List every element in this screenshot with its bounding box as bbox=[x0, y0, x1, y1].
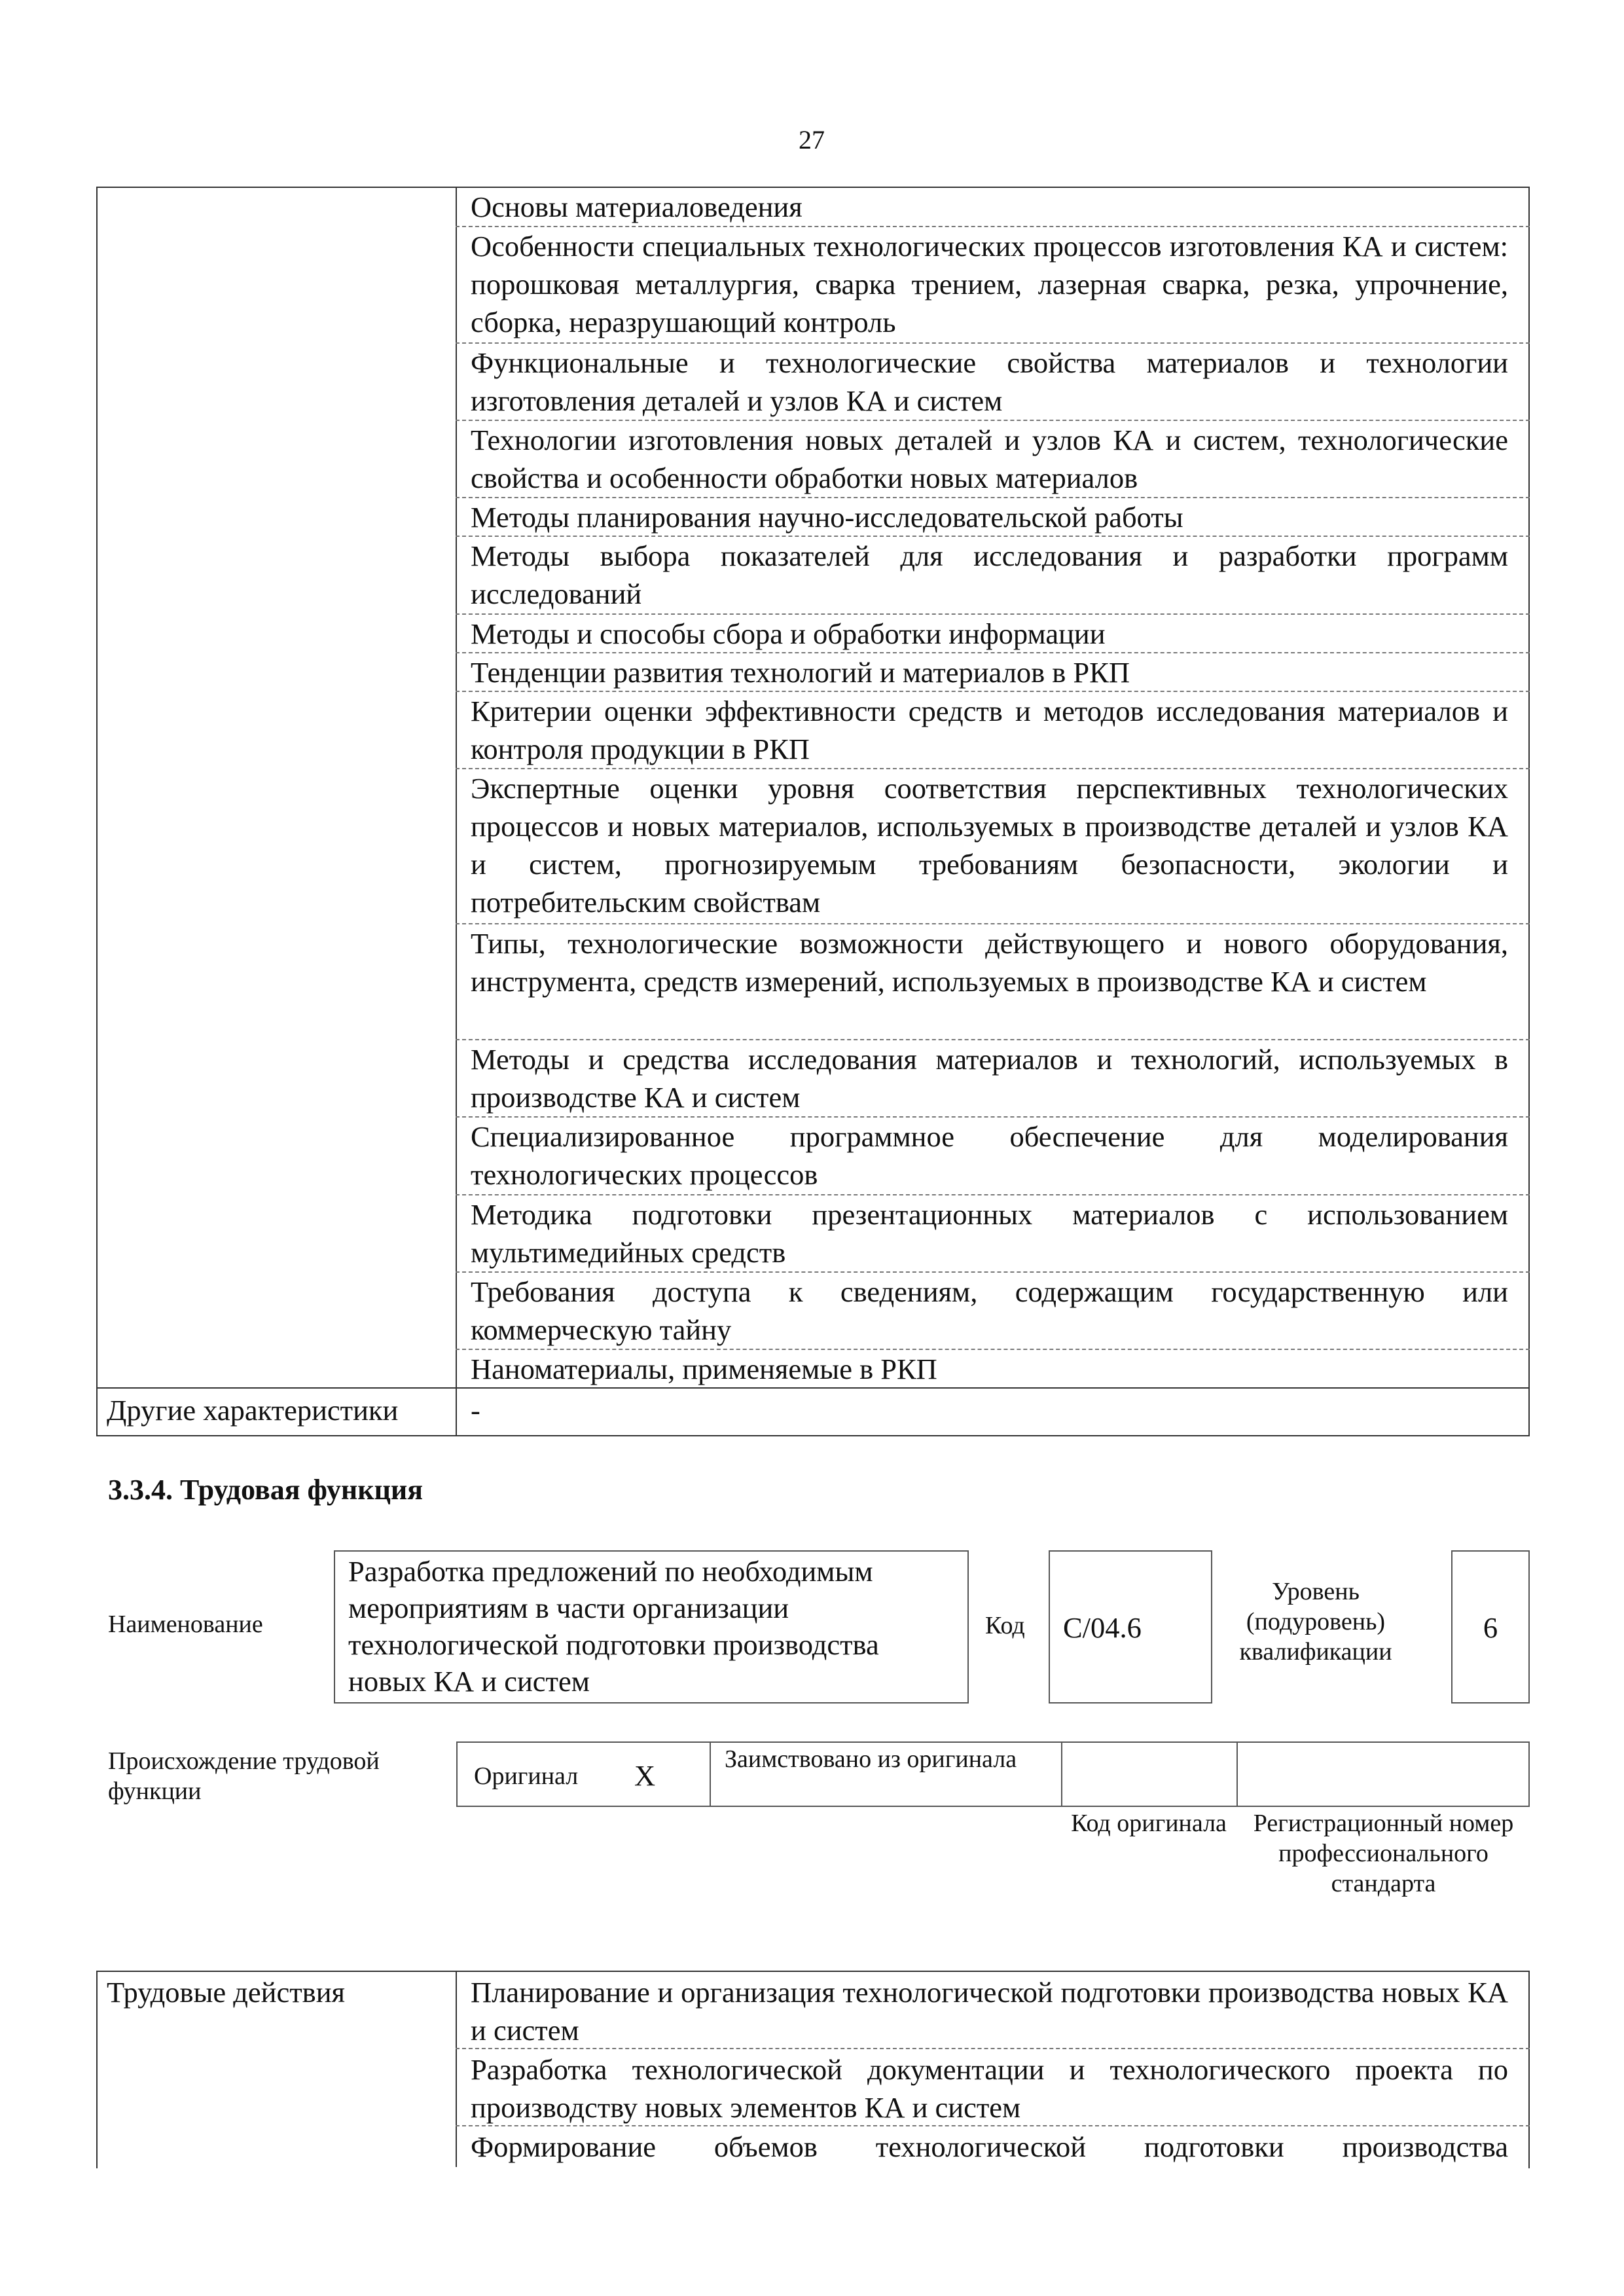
name-value: Разработка предложений по необходимым мероприятиям в части организации технологической подготовки производства новых КА и систем bbox=[348, 1555, 879, 1698]
knowledge-item: Технологии изготовления новых деталей и узлов КА и систем, технологические свойства и особенности обработки новых материалов bbox=[471, 424, 1508, 494]
knowledge-item: Функциональные и технологические свойства материалов и технологии изготовления деталей и узлов КА и систем bbox=[471, 346, 1508, 417]
knowledge-item: Наноматериалы, применяемые в РКП bbox=[471, 1353, 937, 1385]
other-characteristics-label: Другие характеристики bbox=[107, 1394, 399, 1427]
page-number: 27 bbox=[799, 125, 825, 155]
level-label: Уровень (подуровень) квалификации bbox=[1239, 1578, 1392, 1666]
knowledge-item: Тенденции развития технологий и материалов в РКП bbox=[471, 656, 1130, 689]
origin-label: Происхождение трудовой функции bbox=[108, 1747, 380, 1805]
code-label: Код bbox=[985, 1612, 1025, 1639]
code-original-caption: Код оригинала bbox=[1071, 1810, 1227, 1837]
section-title: 3.3.4. Трудовая функция bbox=[108, 1474, 424, 1506]
knowledge-item: Методы выбора показателей для исследования и разработки программ исследований bbox=[471, 539, 1508, 610]
knowledge-item: Методы и способы сбора и обработки информации bbox=[471, 617, 1106, 650]
knowledge-item: Методика подготовки презентационных материалов с использованием мультимедийных средств bbox=[471, 1198, 1508, 1269]
actions-table bbox=[96, 1971, 1530, 2167]
knowledge-item: Специализированное программное обеспечение для моделирования технологических процессов bbox=[471, 1120, 1508, 1191]
knowledge-item: Методы и средства исследования материалов и технологий, используемых в производстве КА и систем bbox=[471, 1043, 1508, 1114]
origin-table bbox=[456, 1741, 1530, 1807]
borrowed-label: Заимствовано из оригинала bbox=[725, 1745, 1017, 1773]
name-label: Наименование bbox=[108, 1611, 263, 1638]
original-mark: X bbox=[634, 1759, 656, 1792]
reg-number-caption: Регистрационный номер профессионального стандарта bbox=[1253, 1810, 1514, 1897]
other-characteristics-value: - bbox=[471, 1394, 480, 1427]
code-box bbox=[1049, 1550, 1212, 1704]
level-box bbox=[1451, 1550, 1530, 1704]
knowledge-item: Типы, технологические возможности действующего и нового оборудования, инструмента, средств измерений, используемых в производстве КА и систем bbox=[471, 927, 1508, 998]
knowledge-item: Методы планирования научно-исследовательской работы bbox=[471, 501, 1183, 534]
original-label: Оригинал bbox=[474, 1762, 579, 1790]
knowledge-table bbox=[96, 187, 1530, 1436]
knowledge-item: Особенности специальных технологических процессов изготовления КА и систем: порошковая металлургия, сварка трением, лазерная сварка, резка, упрочнение, сборка, неразрушающий контроль bbox=[471, 230, 1508, 338]
knowledge-item: Требования доступа к сведениям, содержащим государственную или коммерческую тайну bbox=[471, 1275, 1508, 1346]
level-value: 6 bbox=[1483, 1611, 1498, 1644]
knowledge-item: Экспертные оценки уровня соответствия перспективных технологических процессов и новых материалов, используемых в производстве деталей и узлов КА и систем, прогнозируемым требованиям безопасности, экологии и потребительским свойствам bbox=[471, 772, 1508, 919]
action-item: Планирование и организация технологической подготовки производства новых КА и систем bbox=[471, 1976, 1508, 2047]
action-item: Разработка технологической документации и технологического проекта по производству новых элементов КА и систем bbox=[471, 2053, 1508, 2124]
knowledge-item: Основы материаловедения bbox=[471, 191, 803, 223]
code-value: С/04.6 bbox=[1063, 1611, 1142, 1644]
knowledge-item: Критерии оценки эффективности средств и методов исследования материалов и контроля продукции в РКП bbox=[471, 695, 1508, 765]
action-item: Формирование объемов технологической подготовки производства bbox=[471, 2130, 1508, 2163]
name-box bbox=[334, 1550, 969, 1704]
actions-label: Трудовые действия bbox=[107, 1976, 345, 2009]
